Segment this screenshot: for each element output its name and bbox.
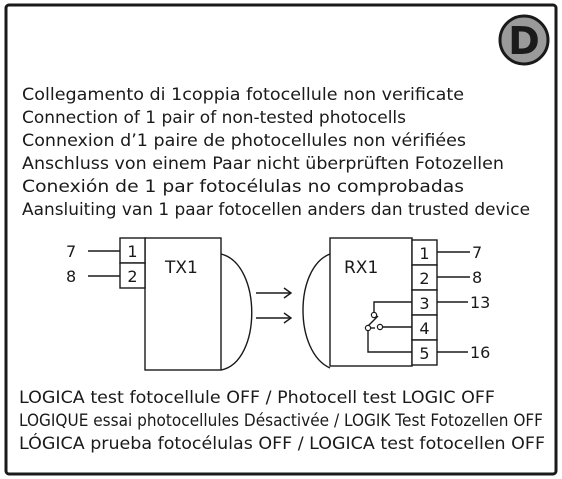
badge-letter: D <box>508 19 540 63</box>
description-line-de: Anschluss von einem Paar nicht überprüften Fotozellen <box>22 154 504 174</box>
tx-terminal-1-number: 1 <box>127 242 138 261</box>
description-line-nl: Aansluiting van 1 paar fotocellen anders dan trusted device <box>22 200 530 220</box>
logic-note-2: LOGIQUE essai photocellules Désactivée / LOGIK Test Fotozellen OFF <box>19 411 543 431</box>
transmitter-tx1 <box>66 238 252 370</box>
description-line-en: Connection of 1 pair of non-tested photocells <box>22 108 407 128</box>
rx-terminal-3-number: 3 <box>419 294 430 313</box>
rx-wire-7-label: 7 <box>472 243 483 262</box>
beam-arrows <box>256 288 291 323</box>
tx-terminal-2-number: 2 <box>127 267 138 286</box>
rx-lens <box>303 254 330 368</box>
description-line-es: Conexión de 1 par fotocélulas no comprobadas <box>22 177 465 197</box>
tx-wire-7-label: 7 <box>66 242 77 261</box>
rx-terminal-1-number: 1 <box>419 244 430 263</box>
rx-wire-16-label: 16 <box>470 343 491 362</box>
tx-wire-8-label: 8 <box>66 267 77 286</box>
logic-notes <box>19 388 545 454</box>
rx-terminal-5-number: 5 <box>419 344 430 363</box>
description-block <box>22 85 530 220</box>
logic-note-3: LÓGICA prueba fotocélulas OFF / LOGICA test fotocellen OFF <box>19 434 532 454</box>
relay-nc-contact <box>365 325 370 330</box>
rx-terminal-4-number: 4 <box>419 319 430 338</box>
description-line-fr: Connexion d’1 paire de photocellules non vérifiées <box>22 131 467 151</box>
rx-terminal-2-number: 2 <box>419 269 430 288</box>
tx-lens <box>221 254 252 370</box>
rx-wire-13-label: 13 <box>470 293 491 312</box>
receiver-rx1 <box>303 238 490 368</box>
logic-note-1: LOGICA test fotocellule OFF / Photocell test LOGIC OFF <box>19 388 495 408</box>
relay-common-contact <box>371 312 376 317</box>
relay-no-contact <box>377 324 382 329</box>
tx-label: TX1 <box>165 258 198 278</box>
section-badge <box>500 16 548 64</box>
description-line-it: Collegamento di 1coppia fotocellule non verificate <box>22 85 465 105</box>
rx-wire-8-label: 8 <box>472 268 483 287</box>
rx-label: RX1 <box>344 258 379 278</box>
